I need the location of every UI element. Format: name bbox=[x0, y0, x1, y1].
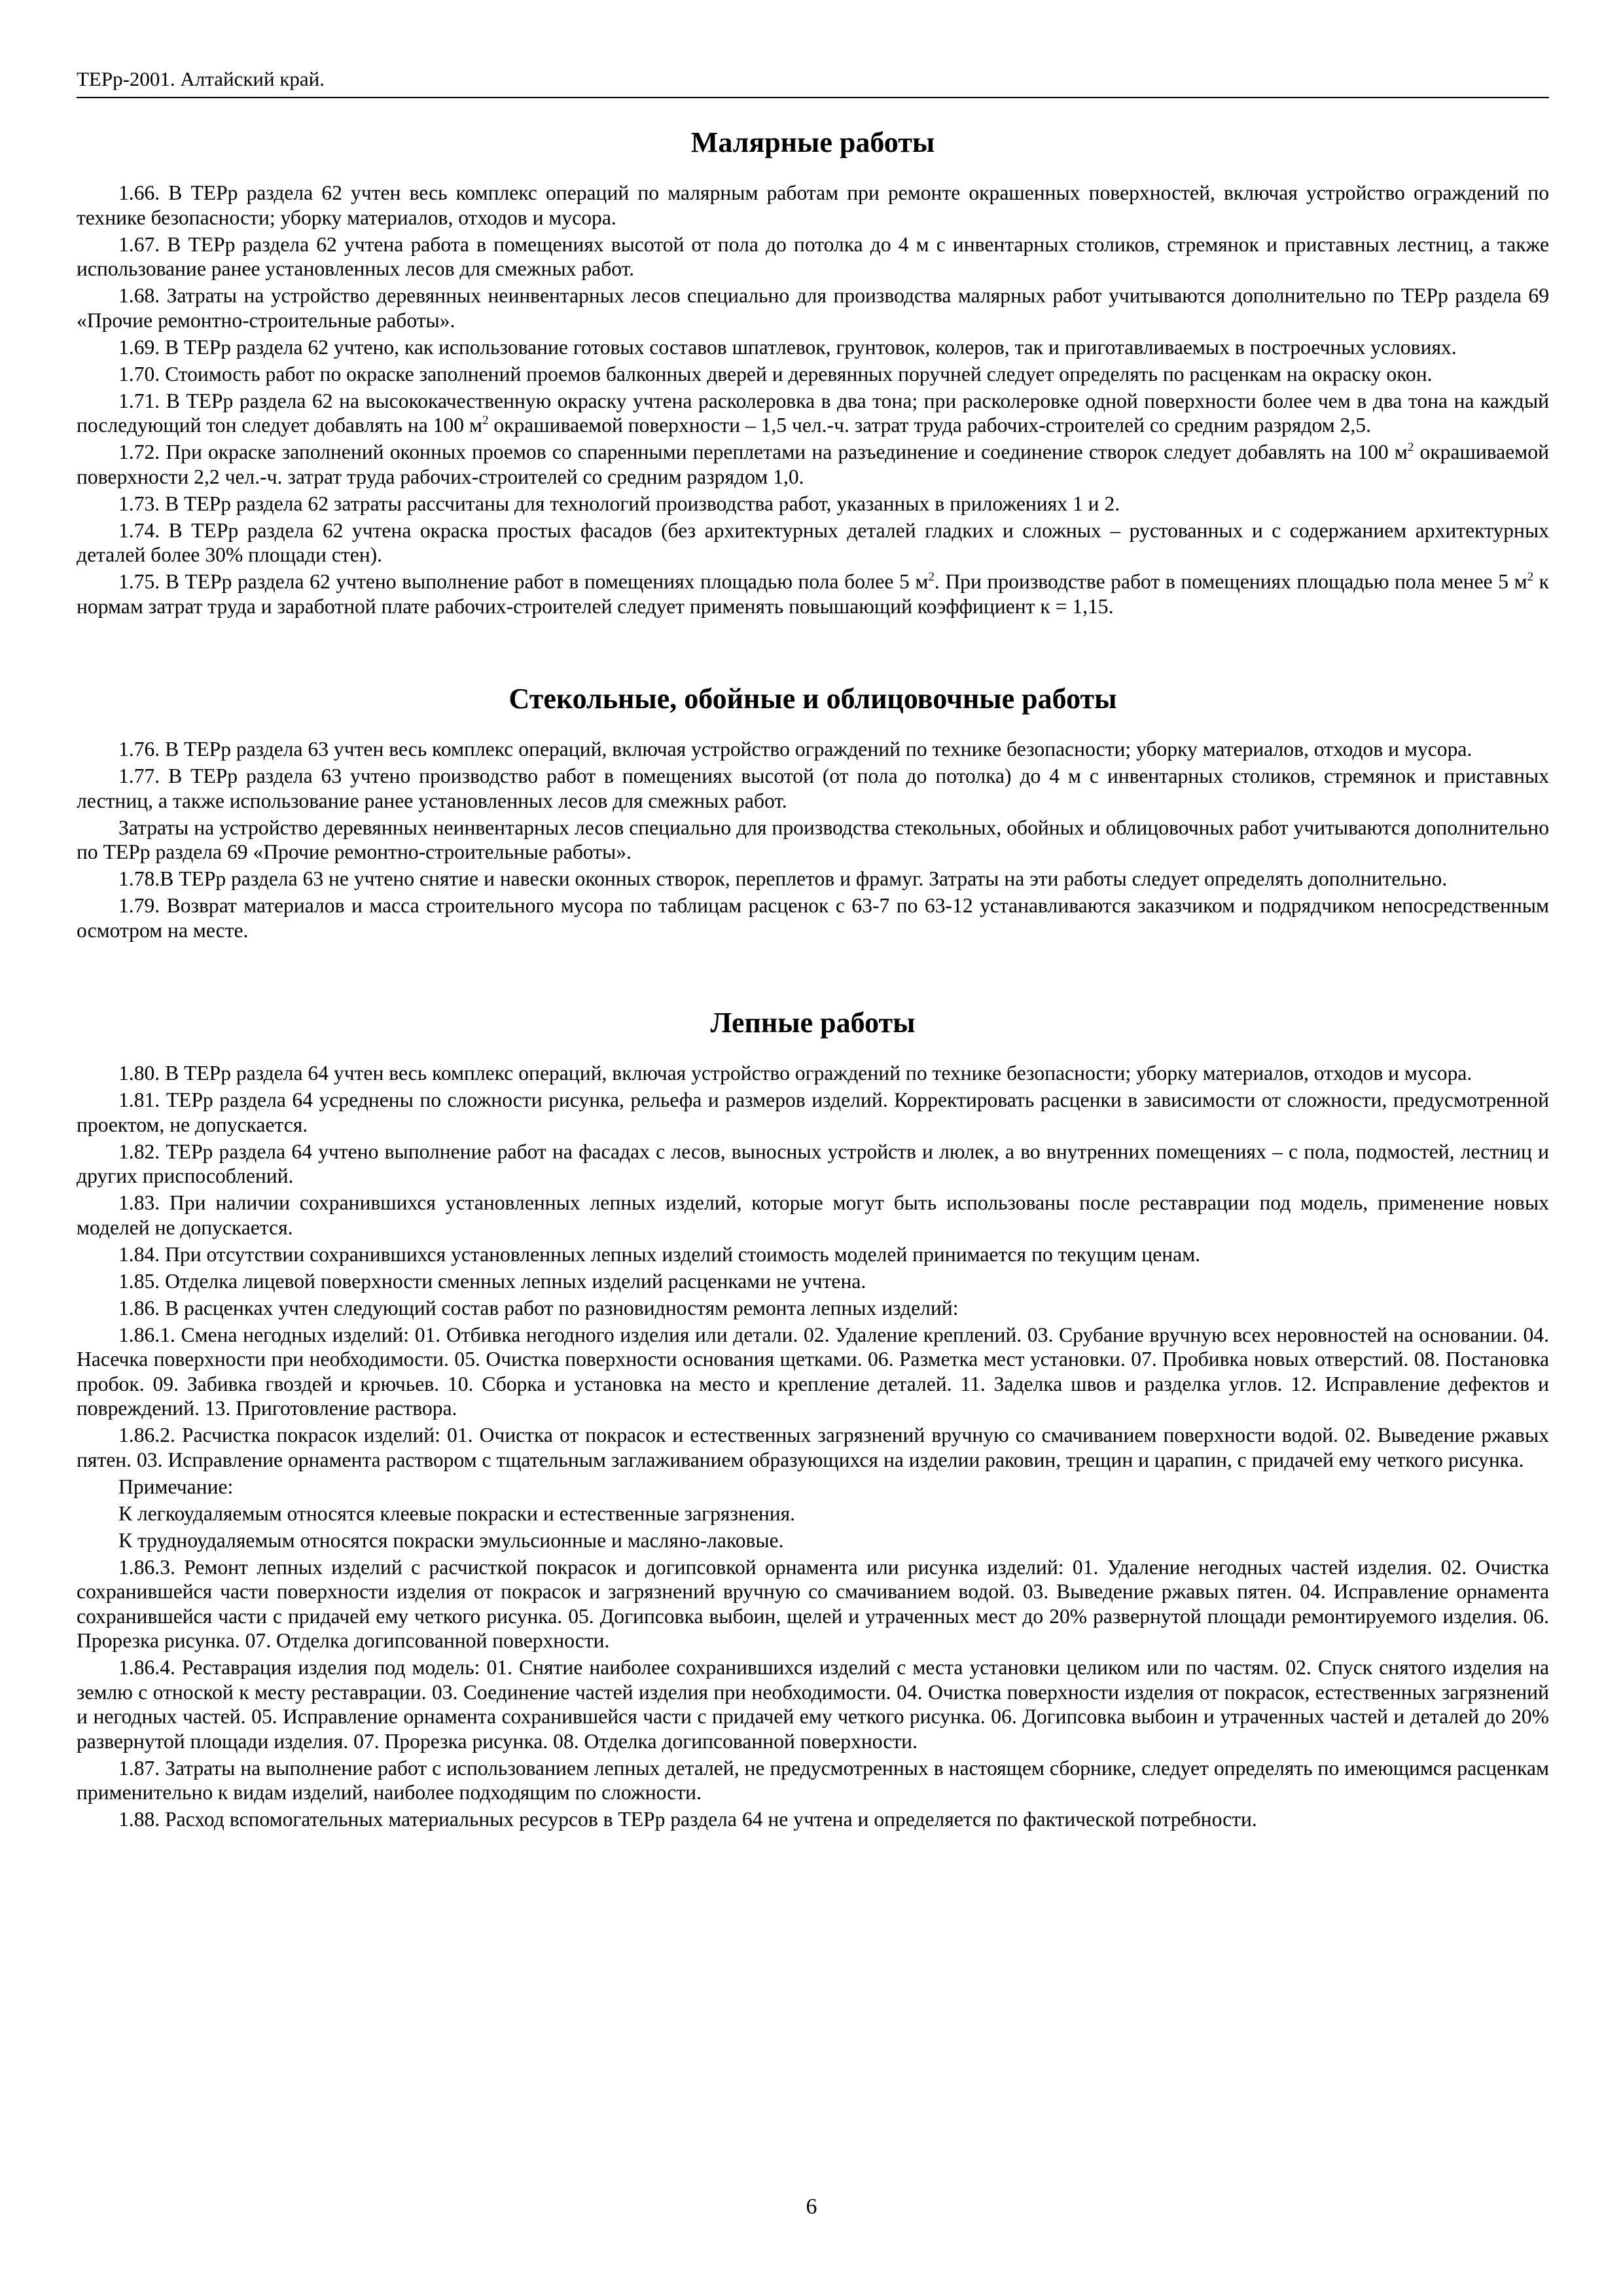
paragraph-1-78: 1.78.В ТЕРр раздела 63 не учтено снятие и навески оконных створок, переплетов и фрамуг. Затраты на эти работы следует определять дополнительно. bbox=[118, 867, 1448, 890]
paragraph-1-68: 1.68. Затраты на устройство деревянных неинвентарных лесов специально для производства малярных работ учитываются дополнительно по ТЕРр раздела 69 «Прочие ремонтно-строительные работы». bbox=[77, 284, 1549, 332]
paragraph-text: окрашиваемой поверхности – 1,5 чел.-ч. затрат труда рабочих-строителей со средним разрядом 2,5. bbox=[488, 414, 1371, 437]
paragraph-1-81: 1.81. ТЕРр раздела 64 усреднены по сложности рисунка, рельефа и размеров изделий. Корректировать расценки в зависимости от сложности, предусмотренной проектом, не допускается. bbox=[77, 1088, 1549, 1136]
superscript: 2 bbox=[1407, 440, 1414, 454]
paragraph-note-hard: К трудноудаляемым относятся покраски эмульсионные и масляно-лаковые. bbox=[118, 1528, 784, 1552]
section-title: Малярные работы bbox=[690, 126, 935, 158]
paragraph-1-86-4: 1.86.4. Реставрация изделия под модель: 01. Снятие наиболее сохранившихся изделий с места установки целиком или по частям. 02. Спуск снятого изделия на землю с отноской к месту реставрации. 03. Соединение частей изделия при необходимости. 04. Очистка поверхности изделия от покрасок, естественных загрязнений и негодных частей. 05. Исправление орнамента сохранившейся части с придачей ему четкого рисунка. 06. Догипсовка выбоин и утраченных частей и деталей до 20% развернутой площади изделия. 07. Прорезка рисунка. 08. Отделка догипсованной поверхности. bbox=[77, 1656, 1549, 1753]
running-header: ТЕРр-2001. Алтайский край. bbox=[77, 65, 1549, 98]
paragraph-1-75 bbox=[77, 569, 1549, 619]
section-painting-works bbox=[77, 124, 1549, 619]
section-stucco-works bbox=[77, 1005, 1549, 1832]
section-title: Лепные работы bbox=[710, 1007, 916, 1039]
paragraph-1-74: 1.74. В ТЕРр раздела 62 учтена окраска простых фасадов (без архитектурных деталей гладких и сложных – рустованных и с содержанием архитектурных деталей более 30% площади стен). bbox=[77, 518, 1549, 566]
superscript: 2 bbox=[1527, 570, 1534, 584]
paragraph-1-79: 1.79. Возврат материалов и масса строительного мусора по таблицам расценок с 63-7 по 63-12 устанавливаются заказчиком и подрядчиком непосредственным осмотром на месте. bbox=[77, 894, 1549, 942]
paragraph-1-83: 1.83. При наличии сохранившихся установленных лепных изделий, которые могут быть использованы после реставрации под модель, применение новых моделей не допускается. bbox=[77, 1191, 1549, 1239]
paragraph-1-86-2: 1.86.2. Расчистка покрасок изделий: 01. Очистка от покрасок и естественных загрязнений вручную со смачиванием поверхности водой. 02. Выведение ржавых пятен. 03. Исправление орнамента раствором с тщательным заглаживанием образующихся на изделии раковин, трещин и царапин, с придачей ему четкого рисунка. bbox=[77, 1424, 1549, 1471]
paragraph-1-86: 1.86. В расценках учтен следующий состав работ по разновидностям ремонта лепных изделий: bbox=[118, 1296, 959, 1319]
paragraph-text: к нормам затрат труда и заработной плате рабочих-строителей следует применять повышающий коэффициент к = 1,15. bbox=[77, 570, 1550, 618]
paragraph-1-87: 1.87. Затраты на выполнение работ с использованием лепных деталей, не предусмотренных в настоящем сборнике, следует определять по имеющимся расценкам применительно к видам изделий, наиболее подходящим по сложности. bbox=[77, 1756, 1549, 1804]
paragraph-1-70: 1.70. Стоимость работ по окраске заполнений проемов балконных дверей и деревянных поручней следует определять по расценкам на окраску окон. bbox=[118, 362, 1433, 386]
paragraph-1-71 bbox=[77, 389, 1549, 438]
paragraph-note-easy: К легкоудаляемым относятся клеевые покраски и естественные загрязнения. bbox=[118, 1501, 796, 1525]
paragraph-note-label: Примечание: bbox=[118, 1475, 234, 1498]
superscript: 2 bbox=[928, 570, 935, 584]
paragraph-1-86-3: 1.86.3. Ремонт лепных изделий с расчисткой покрасок и догипсовкой орнамента или рисунка изделий: 01. Удаление негодных частей изделия. 02. Очистка сохранившейся части поверхности изделия от покрасок и загрязнений вручную со смачиванием водой. 03. Выведение ржавых пятен. 04. Исправление орнамента сохранившейся части с придачей ему четкого рисунка. 05. Догипсовка выбоин, щелей и утраченных мест до 20% развернутой площади ремонтируемого изделия. 06. Прорезка рисунка. 07. Отделка догипсованной поверхности. bbox=[77, 1555, 1549, 1652]
document-page bbox=[77, 65, 1549, 1834]
paragraph-text: 1.75. В ТЕРр раздела 62 учтено выполнение работ в помещениях площадью пола более 5 м bbox=[118, 570, 929, 593]
paragraph-1-77: 1.77. В ТЕРр раздела 63 учтено производство работ в помещениях высотой (от пола до потолка) до 4 м с инвентарных столиков, стремянок и приставных лестниц, а также использование ранее установленных лесов для смежных работ. bbox=[77, 764, 1549, 812]
paragraph-1-82: 1.82. ТЕРр раздела 64 учтено выполнение работ на фасадах с лесов, выносных устройств и люлек, а во внутренних помещениях – с пола, подмостей, лестниц и других приспособлений. bbox=[77, 1139, 1549, 1187]
paragraph-1-85: 1.85. Отделка лицевой поверхности сменных лепных изделий расценками не учтена. bbox=[118, 1269, 866, 1293]
section-title: Стекольные, обойные и облицовочные работы bbox=[508, 683, 1117, 715]
section-glazing-wallpaper-facing bbox=[77, 681, 1549, 942]
paragraph-text: 1.71. В ТЕРр раздела 62 на высококачественную окраску учтена расколеровка в два тона; при расколеровке одной поверхности более чем в два тона на каждый последующий тон следует добавлять на 100 м bbox=[77, 389, 1549, 437]
superscript: 2 bbox=[482, 414, 489, 427]
page-number: 6 bbox=[806, 2195, 817, 2219]
paragraph-1-76: 1.76. В ТЕРр раздела 63 учтен весь комплекс операций, включая устройство ограждений по технике безопасности; уборку материалов, отходов и мусора. bbox=[118, 738, 1472, 761]
paragraph-text: окрашиваемой поверхности 2,2 чел.-ч. затрат труда рабочих-строителей со средним разрядом 1,0. bbox=[77, 440, 1549, 488]
paragraph-text: 1.72. При окраске заполнений оконных проемов со спаренными переплетами на разъединение и соединение створок следует добавлять на 100 м bbox=[118, 440, 1408, 463]
paragraph-scaffolding-costs: Затраты на устройство деревянных неинвентарных лесов специально для производства стекольных, обойных и облицовочных работ учитываются дополнительно по ТЕРр раздела 69 «Прочие ремонтно-строительные работы». bbox=[77, 816, 1549, 863]
paragraph-1-67: 1.67. В ТЕРр раздела 62 учтена работа в помещениях высотой от пола до потолка до 4 м с инвентарных столиков, стремянок и приставных лестниц, а также использование ранее установленных лесов для смежных работ. bbox=[77, 232, 1549, 280]
paragraph-text: . При производстве работ в помещениях площадью пола менее 5 м bbox=[934, 570, 1527, 593]
paragraph-1-66: 1.66. В ТЕРр раздела 62 учтен весь комплекс операций по малярным работам при ремонте окрашенных поверхностей, включая устройство ограждений по технике безопасности; уборку материалов, отходов и мусора. bbox=[77, 181, 1549, 229]
paragraph-1-84: 1.84. При отсутствии сохранившихся установленных лепных изделий стоимость моделей принимается по текущим ценам. bbox=[118, 1242, 1201, 1266]
paragraph-1-69: 1.69. В ТЕРр раздела 62 учтено, как использование готовых составов шпатлевок, грунтовок, колеров, так и приготавливаемых в построечных условиях. bbox=[118, 335, 1457, 359]
paragraph-1-72 bbox=[77, 440, 1549, 489]
paragraph-1-86-1: 1.86.1. Смена негодных изделий: 01. Отбивка негодного изделия или детали. 02. Удаление креплений. 03. Срубание вручную всех неровностей на основании. 04. Насечка поверхности при необходимости. 05. Очистка поверхности основания щетками. 06. Разметка мест установки. 07. Пробивка новых отверстий. 08. Постановка пробок. 09. Забивка гвоздей и крючьев. 10. Сборка и установка на место и крепление деталей. 11. Заделка швов и разделка углов. 12. Исправление дефектов и повреждений. 13. Приготовление раствора. bbox=[77, 1323, 1549, 1420]
paragraph-1-88: 1.88. Расход вспомогательных материальных ресурсов в ТЕРр раздела 64 не учтена и определяется по фактической потребности. bbox=[118, 1808, 1257, 1831]
paragraph-1-80: 1.80. В ТЕРр раздела 64 учтен весь комплекс операций, включая устройство ограждений по технике безопасности; уборку материалов, отходов и мусора. bbox=[118, 1062, 1472, 1085]
paragraph-1-73: 1.73. В ТЕРр раздела 62 затраты рассчитаны для технологий производства работ, указанных в приложениях 1 и 2. bbox=[118, 492, 1120, 515]
